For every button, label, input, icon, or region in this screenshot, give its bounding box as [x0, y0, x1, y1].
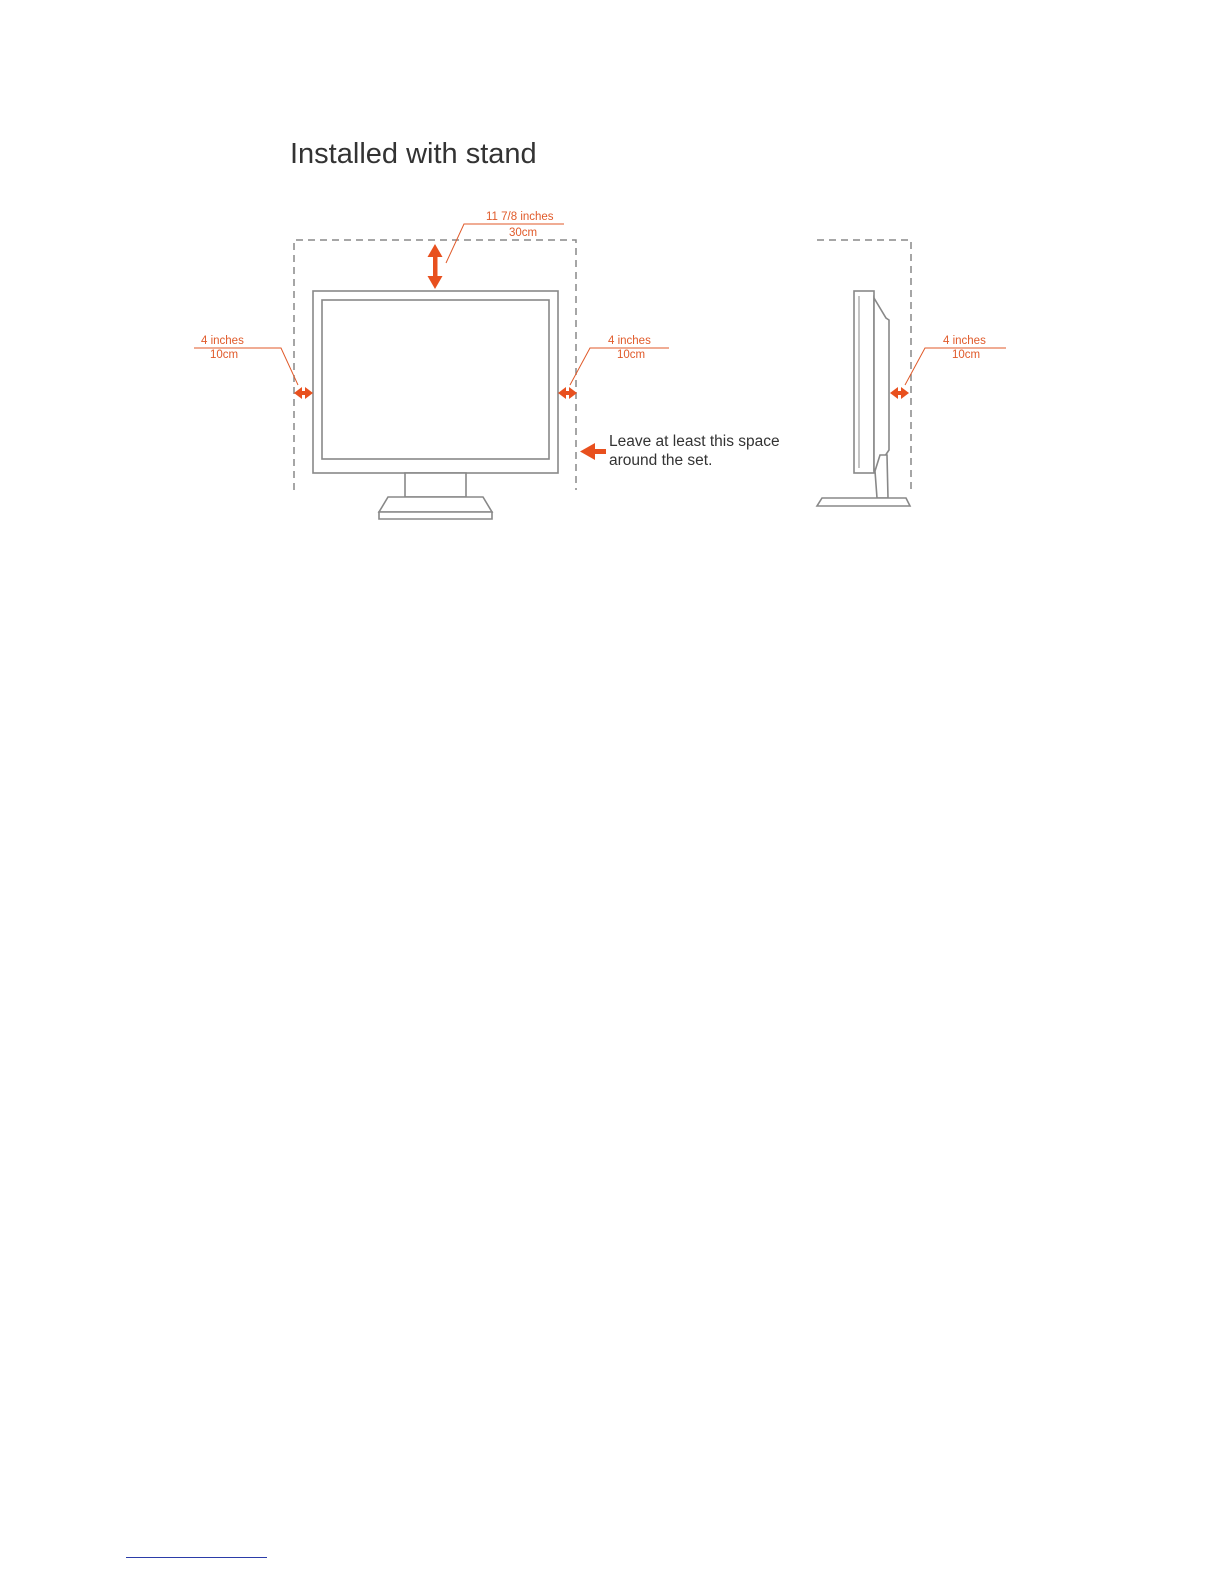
right-dimension-cm: 10cm [617, 349, 646, 361]
note-line-2: around the set. [609, 452, 713, 469]
page-title: Installed with stand [290, 138, 537, 170]
left-dimension-cm: 10cm [210, 349, 239, 361]
right-dimension-label [570, 335, 669, 385]
front-stand-base [379, 497, 492, 512]
left-dimension-label [194, 335, 298, 385]
left-clearance-arrow [294, 387, 313, 399]
note-line-1: Leave at least this space [609, 433, 780, 450]
front-stand-neck [405, 473, 466, 497]
side-stand-base [817, 498, 910, 506]
side-dimension-label [905, 335, 1006, 385]
side-dimension-inches: 4 inches [943, 335, 986, 347]
side-clearance-arrow [890, 387, 909, 399]
side-monitor-panel [854, 291, 874, 473]
front-monitor-screen [322, 300, 549, 459]
top-dimension-leader [446, 224, 564, 263]
top-dimension-cm: 30cm [509, 227, 538, 239]
top-clearance-arrow [428, 244, 443, 289]
side-dimension-cm: 10cm [952, 349, 981, 361]
left-dimension-inches: 4 inches [201, 335, 244, 347]
top-dimension-label [446, 211, 564, 263]
side-view [817, 240, 911, 506]
front-stand-foot [379, 512, 492, 519]
right-clearance-arrow [558, 387, 577, 399]
top-dimension-inches: 11 7/8 inches [486, 211, 554, 223]
side-monitor-back [874, 298, 889, 470]
footer-rule [126, 1557, 267, 1558]
right-dimension-inches: 4 inches [608, 335, 651, 347]
note-arrow [580, 443, 606, 460]
front-view [294, 240, 606, 519]
